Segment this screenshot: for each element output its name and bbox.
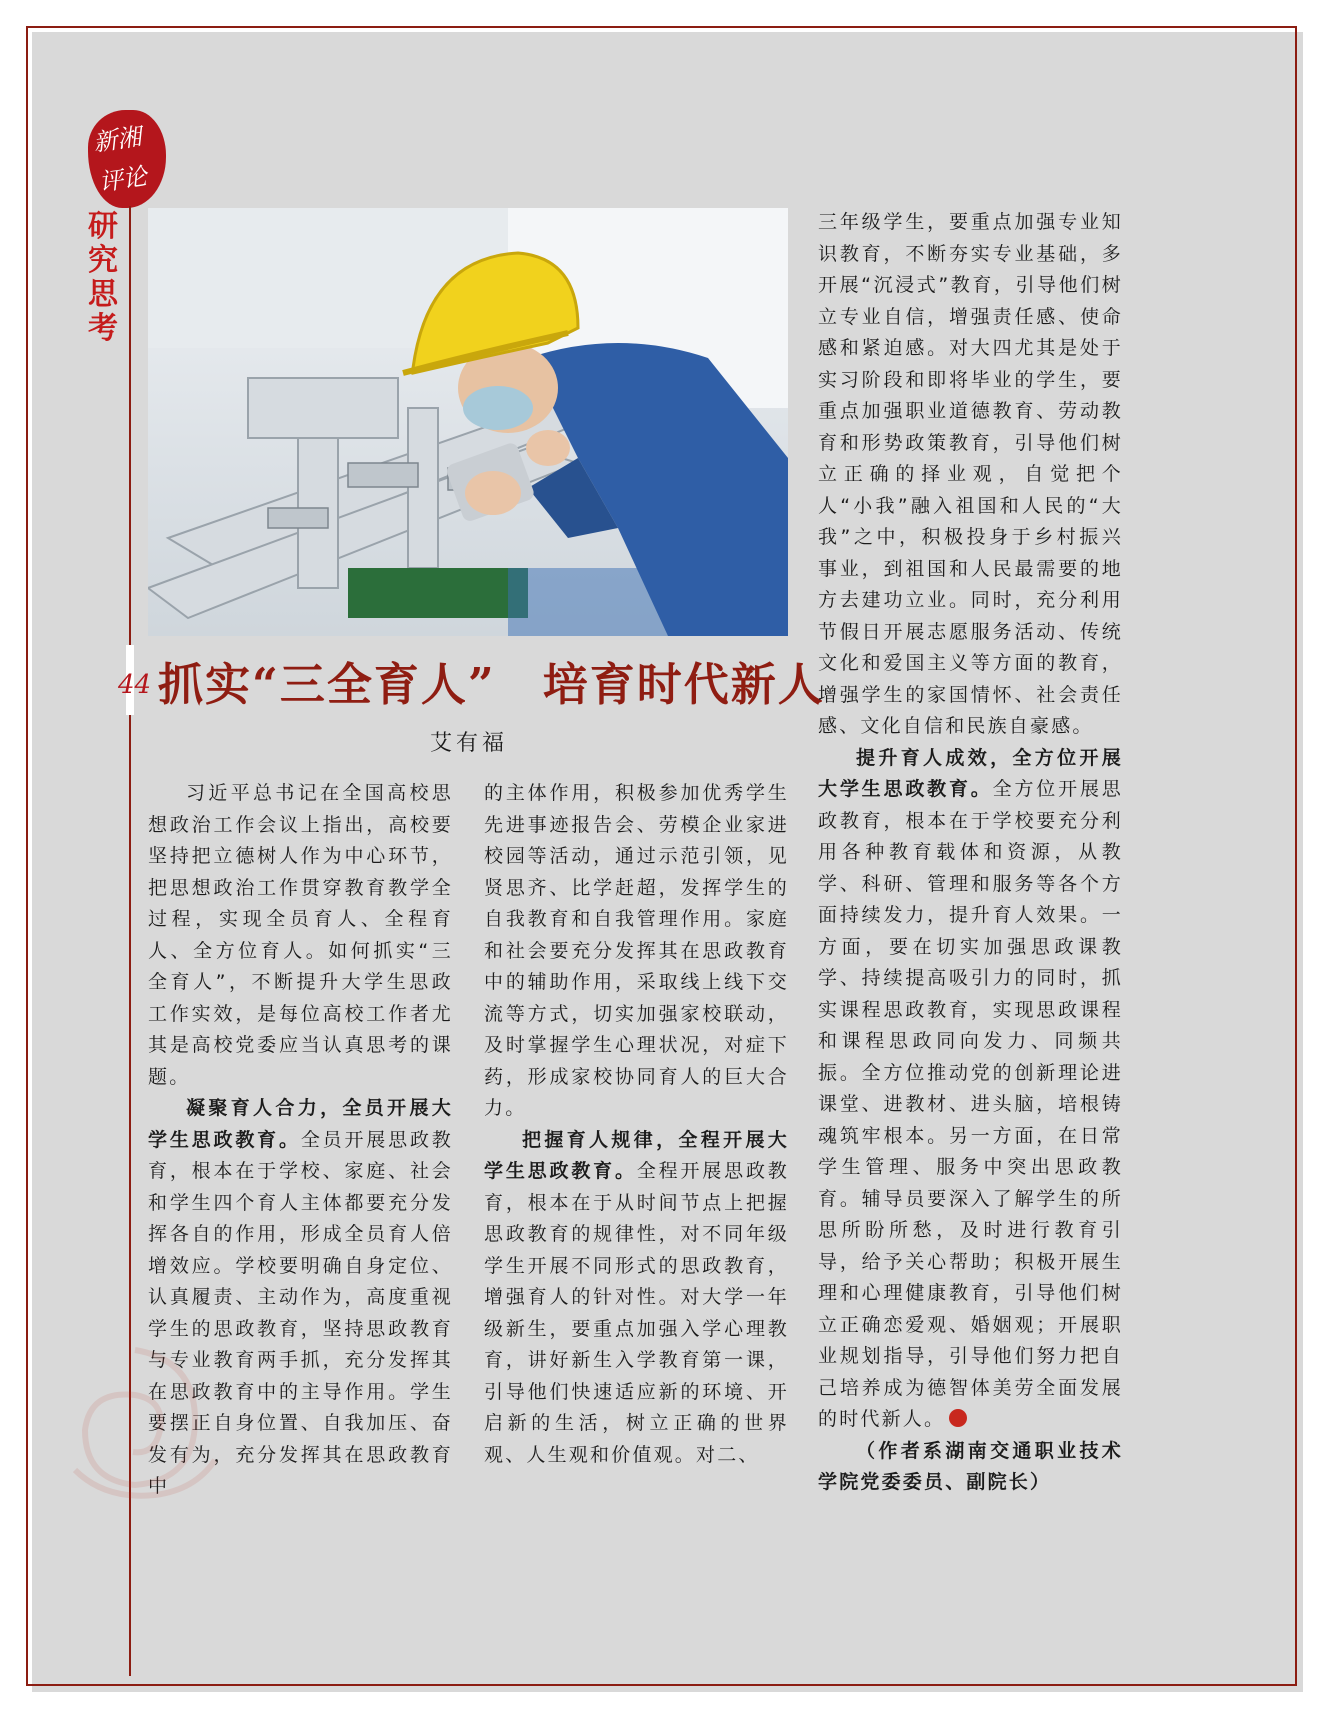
magazine-logo: [88, 110, 168, 210]
article-author: 艾有福: [430, 731, 509, 756]
subheading: 提升育人成效，全方位开展大学生思政教育。: [818, 746, 1123, 800]
article-photo: [148, 208, 788, 636]
text-column-2: [484, 778, 789, 1471]
paragraph: 习近平总书记在全国高校思想政治工作会议上指出，高校要坚持把立德树人作为中心环节，把思想政治工作贯穿教育教学全过程，实现全员育人、全程育人、全方位育人。如何抓实“三全育人”，不断提升大学生思政工作实效，是每位高校工作者尤其是高校党委应当认真思考的课题。: [148, 782, 453, 1088]
paragraph: [484, 1125, 789, 1472]
paragraph-body: 全方位开展思政教育，根本在于学校要充分利用各种教育载体和资源，从教学、科研、管理和服务等各个方面持续发力，提升育人效果。一方面，要在切实加强思政课教学、持续提高吸引力的同时，抓实课程思政教育，实现思政课程和课程思政同向发力、同频共振。全方位推动党的创新理论进课堂、进教材、进头脑，培根铸魂筑牢根本。另一方面，在日常学生管理、服务中突出思政教育。辅导员要深入了解学生的所思所盼所愁，及时进行教育引导，给予关心帮助；积极开展生理和心理健康教育，引导他们树立正确恋爱观、婚姻观；开展职业规划指导，引导他们努力把自己培养成为德智体美劳全面发展的时代新人。: [818, 778, 1123, 1430]
end-mark-icon: [949, 1409, 967, 1427]
decorative-cloud-watermark: [45, 1330, 225, 1510]
subheading: 凝聚育人合力，全员开展大学生思政教育。: [148, 1097, 453, 1151]
paragraph-body: 全程开展思政教育，根本在于从时间节点上把握思政教育的规律性，对不同年级学生开展不同形式的思政教育，增强育人的针对性。对大学一年级新生，要重点加强入学心理教育，讲好新生入学教育第一课，引导他们快速适应新的环境、开启新的生活，树立正确的世界观、人生观和价值观。对二、: [484, 1160, 789, 1466]
subheading: 把握育人规律，全程开展大学生思政教育。: [484, 1128, 789, 1182]
section-label: 研究思考: [88, 209, 118, 346]
page-number: 44: [118, 670, 152, 700]
paragraph-body: 全员开展思政教育，根本在于学校、家庭、社会和学生四个育人主体都要充分发挥各自的作用，形成全员育人倍增效应。学校要明确自身定位、认真履责、主动作为，高度重视学生的思政教育，坚持思政教育与专业教育两手抓，充分发挥其在思政教育中的主导作用。学生要摆正自身位置、自我加压、奋发有为，充分发挥其在思政教育中: [148, 1128, 453, 1497]
paragraph: 的主体作用，积极参加优秀学生先进事迹报告会、劳模企业家进校园等活动，通过示范引领，见贤思齐、比学赶超，发挥学生的自我教育和自我管理作用。家庭和社会要充分发挥其在思政教育中的辅助作用，采取线上线下交流等方式，切实加强家校联动，及时掌握学生心理状况，对症下药，形成家校协同育人的巨大合力。: [484, 782, 789, 1119]
text-column-3: [818, 207, 1123, 1499]
worker-with-helmet-photo: [148, 208, 788, 636]
article-title: 抓实“三全育人” 培育时代新人: [158, 658, 825, 711]
paragraph: [818, 743, 1123, 1436]
paragraph: 三年级学生，要重点加强专业知识教育，不断夯实专业基础，多开展“沉浸式”教育，引导他们树立专业自信，增强责任感、使命感和紧迫感。对大四尤其是处于实习阶段和即将毕业的学生，要重点加强职业道德教育、劳动教育和形势政策教育，引导他们树立正确的择业观，自觉把个人“小我”融入祖国和人民的“大我”之中，积极投身于乡村振兴事业，到祖国和人民最需要的地方去建功立业。同时，充分利用节假日开展志愿服务活动、传统文化和爱国主义等方面的教育，增强学生的家国情怀、社会责任感、文化自信和民族自豪感。: [818, 211, 1123, 737]
author-note: （作者系湖南交通职业技术学院党委委员、副院长）: [818, 1439, 1123, 1493]
logo-text: 新湘 评论: [91, 122, 149, 197]
